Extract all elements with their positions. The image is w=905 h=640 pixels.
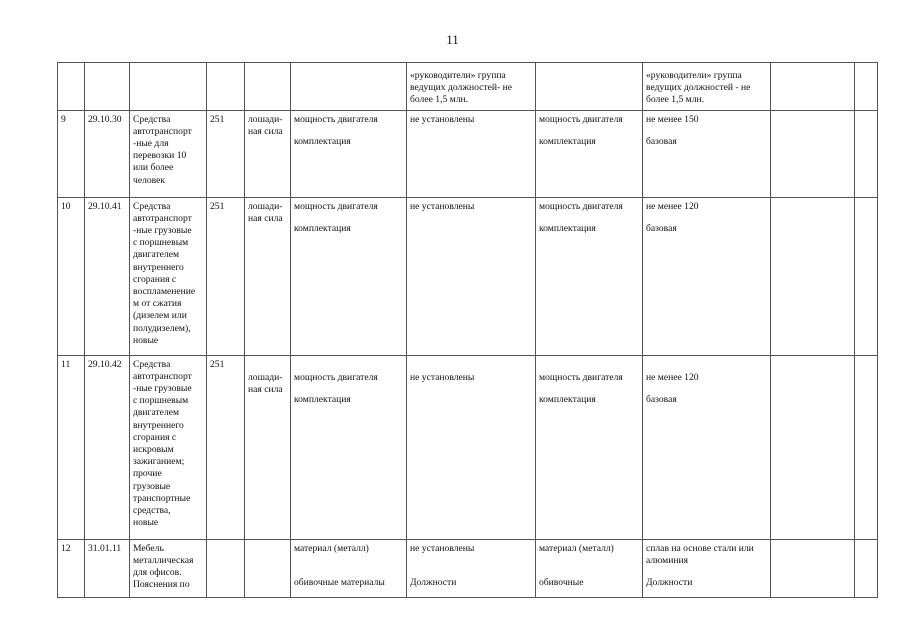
- cell-empty: [207, 63, 245, 111]
- okei-code: 251: [207, 197, 245, 355]
- value: Должности: [646, 577, 693, 589]
- characteristics-cell: [291, 355, 407, 539]
- characteristics-cell: [536, 110, 643, 197]
- cell-empty: [245, 63, 291, 111]
- cell-empty: [291, 63, 407, 111]
- table-row: [58, 355, 878, 539]
- okei-code: [207, 539, 245, 597]
- cell-empty: [771, 539, 855, 597]
- cell-empty: [58, 63, 85, 111]
- okpd-code: 29.10.41: [85, 197, 130, 355]
- characteristic: мощность двигателя: [294, 371, 378, 383]
- characteristic: комплектация: [539, 393, 596, 405]
- okei-code: 251: [207, 355, 245, 539]
- value-cell: [407, 539, 536, 597]
- value-cell: [643, 110, 771, 197]
- cell-empty: [771, 355, 855, 539]
- characteristic: мощность двигателя: [294, 113, 378, 125]
- characteristic: мощность двигателя: [294, 200, 378, 212]
- header-group-1: «руководители» группа ведущих должностей- не более 1,5 млн.: [407, 63, 536, 111]
- item-name: Средства автотранспорт -ные грузовые с поршневым двигателем внутреннего сгорания с воспламенение м от сжатия (дизелем или полудизелем), новые: [130, 197, 207, 355]
- characteristic: материал (металл): [539, 542, 614, 554]
- value-cell: [407, 110, 536, 197]
- cell-empty: [855, 539, 878, 597]
- value: сплав на основе стали или алюминия: [646, 542, 754, 566]
- cell-empty: [771, 110, 855, 197]
- value: не менее 120: [646, 371, 699, 383]
- cell-empty: [855, 63, 878, 111]
- row-number: 12: [58, 539, 85, 597]
- characteristic: мощность двигателя: [539, 113, 623, 125]
- okpd-code: 29.10.30: [85, 110, 130, 197]
- table-row: [58, 197, 878, 355]
- cell-empty: [855, 197, 878, 355]
- cell-empty: [85, 63, 130, 111]
- cell-empty: [130, 63, 207, 111]
- characteristics-cell: [536, 539, 643, 597]
- characteristics-cell: [536, 197, 643, 355]
- value-cell: [643, 197, 771, 355]
- table-row: [58, 110, 878, 197]
- table-row: [58, 539, 878, 597]
- cell-empty: [536, 63, 643, 111]
- value: не установлены: [410, 200, 475, 212]
- characteristic: мощность двигателя: [539, 371, 623, 383]
- value-cell: [407, 197, 536, 355]
- okpd-code: 29.10.42: [85, 355, 130, 539]
- item-name: Мебель металлическая для офисов. Пояснения по: [130, 539, 207, 597]
- characteristic: обивочные: [539, 576, 584, 588]
- page-number: 11: [446, 32, 459, 47]
- characteristic: комплектация: [539, 222, 596, 234]
- value: не установлены: [410, 113, 475, 125]
- requirements-table: [57, 62, 878, 598]
- characteristic: комплектация: [539, 135, 596, 147]
- value: базовая: [646, 135, 677, 147]
- unit-name: лошади- ная сила: [245, 110, 291, 197]
- value: базовая: [646, 222, 677, 234]
- unit-name: лошади- ная сила: [245, 355, 291, 539]
- unit-name: [245, 539, 291, 597]
- cell-empty: [771, 63, 855, 111]
- value: не установлены: [410, 371, 475, 383]
- header-group-2: «руководители» группа ведущих должностей - не более 1,5 млн.: [643, 63, 771, 111]
- characteristic: комплектация: [294, 222, 351, 234]
- characteristic: комплектация: [294, 393, 351, 405]
- value: Должности: [410, 576, 457, 588]
- value: не менее 150: [646, 113, 699, 125]
- characteristics-cell: [291, 197, 407, 355]
- item-name: Средства автотранспорт -ные грузовые с поршневым двигателем внутреннего сгорания с искровым зажиганием; прочие грузовые транспортные средства, новые: [130, 355, 207, 539]
- okpd-code: 31.01.11: [85, 539, 130, 597]
- value-cell: [407, 355, 536, 539]
- unit-name: лошади- ная сила: [245, 197, 291, 355]
- row-number: 9: [58, 110, 85, 197]
- characteristics-cell: [291, 110, 407, 197]
- cell-empty: [855, 110, 878, 197]
- value-cell: [643, 355, 771, 539]
- okei-code: 251: [207, 110, 245, 197]
- characteristics-cell: [291, 539, 407, 597]
- characteristic: мощность двигателя: [539, 200, 623, 212]
- cell-empty: [771, 197, 855, 355]
- row-number: 10: [58, 197, 85, 355]
- item-name: Средства автотранспорт -ные для перевозки 10 или более человек: [130, 110, 207, 197]
- table-row-header: [58, 63, 878, 111]
- value-cell: [643, 539, 771, 597]
- characteristic: обивочные материалы: [294, 576, 385, 588]
- characteristic: материал (металл): [294, 542, 369, 554]
- characteristic: комплектация: [294, 135, 351, 147]
- characteristics-cell: [536, 355, 643, 539]
- value: не установлены: [410, 542, 475, 554]
- value: базовая: [646, 393, 677, 405]
- row-number: 11: [58, 355, 85, 539]
- value: не менее 120: [646, 200, 699, 212]
- cell-empty: [855, 355, 878, 539]
